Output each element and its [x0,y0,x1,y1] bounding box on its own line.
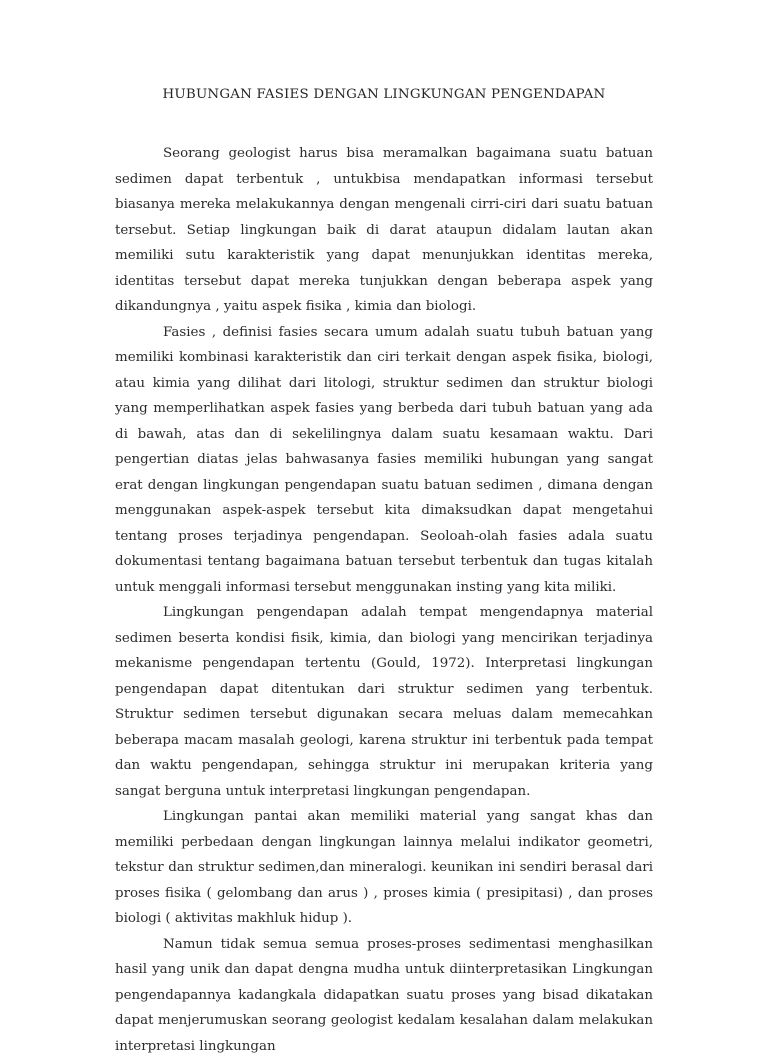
document-body [115,141,653,1059]
paragraph-1: Seorang geologist harus bisa meramalkan bagaimana suatu batuan sedimen dapat terbentuk , untukbisa mendapatkan informasi tersebut biasanya mereka melakukannya dengan mengenali cirri-ciri dari suatu batuan tersebut. Setiap lingkungan baik di darat ataupun didalam lautan akan memiliki sutu karakteristik yang dapat menunjukkan identitas mereka, identitas tersebut dapat mereka tunjukkan dengan beberapa aspek yang dikandungnya , yaitu aspek fisika , kimia dan biologi. [115,141,653,320]
paragraph-3: Lingkungan pengendapan adalah tempat mengendapnya material sedimen beserta kondisi fisik, kimia, dan biologi yang mencirikan terjadinya mekanisme pengendapan tertentu (Gould, 1972). Interpretasi lingkungan pengendapan dapat ditentukan dari struktur sedimen yang terbentuk. Struktur sedimen tersebut digunakan secara meluas dalam memecahkan beberapa macam masalah geologi, karena struktur ini terbentuk pada tempat dan waktu pengendapan, sehingga struktur ini merupakan kriteria yang sangat berguna untuk interpretasi lingkungan pengendapan. [115,600,653,804]
paragraph-2: Fasies , definisi fasies secara umum adalah suatu tubuh batuan yang memiliki kombinasi karakteristik dan ciri terkait dengan aspek fisika, biologi, atau kimia yang dilihat dari litologi, struktur sedimen dan struktur biologi yang memperlihatkan aspek fasies yang berbeda dari tubuh batuan yang ada di bawah, atas dan di sekelilingnya dalam suatu kesamaan waktu. Dari pengertian diatas jelas bahwasanya fasies memiliki hubungan yang sangat erat dengan lingkungan pengendapan suatu batuan sedimen , dimana dengan menggunakan aspek-aspek tersebut kita dimaksudkan dapat mengetahui tentang proses terjadinya pengendapan. Seoloah-olah fasies adala suatu dokumentasi tentang bagaimana batuan tersebut terbentuk dan tugas kitalah untuk menggali informasi tersebut menggunakan insting yang kita miliki. [115,320,653,601]
paragraph-4: Lingkungan pantai akan memiliki material yang sangat khas dan memiliki perbedaan dengan lingkungan lainnya melalui indikator geometri, tekstur dan struktur sedimen,dan mineralogi. keunikan ini sendiri berasal dari proses fisika ( gelombang dan arus ) , proses kimia ( presipitasi) , dan proses biologi ( aktivitas makhluk hidup ). [115,804,653,932]
document-title: HUBUNGAN FASIES DENGAN LINGKUNGAN PENGENDAPAN [115,87,653,102]
paragraph-5: Namun tidak semua semua proses-proses sedimentasi menghasilkan hasil yang unik dan dapat dengna mudha untuk diinterpretasikan Lingkungan pengendapannya kadangkala didapatkan suatu proses yang bisad dikatakan dapat menjerumuskan seorang geologist kedalam kesalahan dalam melakukan interpretasi lingkungan [115,932,653,1059]
